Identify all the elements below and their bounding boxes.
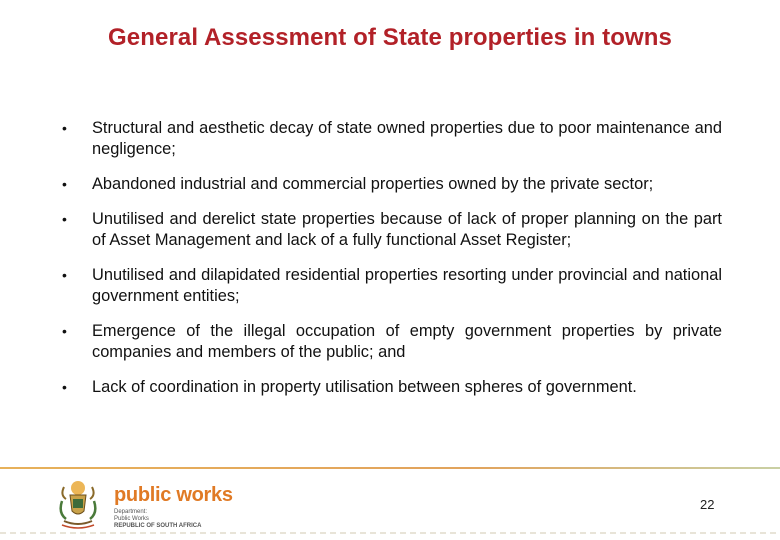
- bullet-text: Emergence of the illegal occupation of empty government properties by private companies and members of the public; and: [92, 322, 722, 361]
- bullet-icon: •: [62, 267, 67, 283]
- logo-subtitle-line: REPUBLIC OF SOUTH AFRICA: [114, 523, 202, 529]
- list-item: [62, 321, 722, 363]
- list-item: [62, 118, 722, 160]
- bottom-decoration: [0, 532, 780, 534]
- bullet-icon: •: [62, 211, 67, 227]
- bullet-text: Unutilised and derelict state properties because of lack of proper planning on the part of Asset Management and lack of a fully functional Asset Register;: [92, 210, 722, 249]
- bullet-list: [62, 118, 722, 398]
- logo-text: public works: [114, 484, 233, 506]
- list-item: [62, 209, 722, 251]
- bullet-icon: •: [62, 176, 67, 192]
- bullet-text: Lack of coordination in property utilisation between spheres of government.: [92, 378, 637, 396]
- bullet-text: Unutilised and dilapidated residential properties resorting under provincial and national government entities;: [92, 266, 722, 305]
- list-item: [62, 377, 722, 398]
- bullet-text: Structural and aesthetic decay of state owned properties due to poor maintenance and negligence;: [92, 119, 722, 158]
- logo-subtitle-line: Department:: [114, 509, 148, 515]
- coat-of-arms-icon: [56, 477, 100, 531]
- public-works-logo: [114, 484, 233, 530]
- bullet-icon: •: [62, 120, 67, 136]
- page-number: 22: [700, 497, 715, 512]
- list-item: [62, 265, 722, 307]
- footer-divider: [0, 467, 780, 469]
- bullet-icon: •: [62, 323, 67, 339]
- bullet-text: Abandoned industrial and commercial properties owned by the private sector;: [92, 175, 654, 193]
- list-item: [62, 174, 722, 195]
- slide-title: General Assessment of State properties in towns: [108, 24, 672, 51]
- bullet-icon: •: [62, 379, 67, 395]
- logo-subtitle-line: Public Works: [114, 516, 149, 522]
- logo-subtitle: [114, 509, 233, 530]
